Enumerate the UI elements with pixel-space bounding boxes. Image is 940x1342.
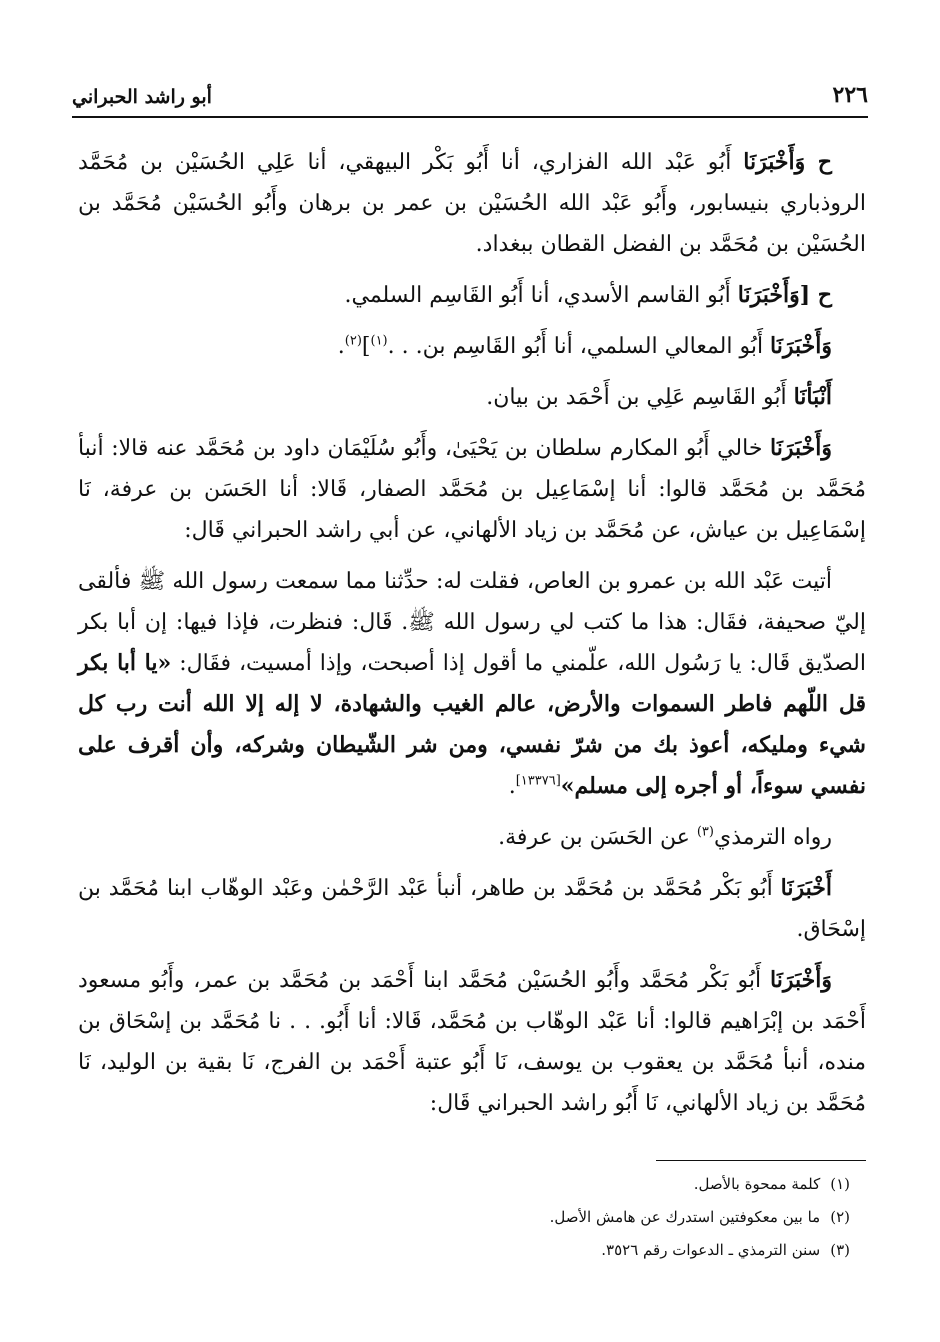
paragraph-text: أَبُو بَكْر مُحَمَّد وأَبُو الحُسَيْن مُحَمَّد ابنا أَحْمَد بن مُحَمَّد بن عمر، وأَبُو مسعود أَحْمَد بن إبْرَاهيم قالوا: أنا عَبْد الوهّاب بن مُحَمَّد، قَالا: أنا أَبُو. . . نا مُحَمَّد بن إسْحَاق بن منده، أنبأ مُحَمَّد بن يعقوب بن يوسف، نَا أَبُو عتبة أَحْمَد بن الفرج، نَا بقية بن الوليد، نَا مُحَمَّد بن زياد الألهاني، نَا أَبُو راشد الحبراني قَال: <box>78 968 866 1116</box>
footnote-number: (٢) <box>830 1208 850 1226</box>
period: . <box>337 334 345 359</box>
lead-word: وَأَخْبَرَنَا <box>770 333 832 359</box>
footnote-3 <box>78 1234 866 1267</box>
paragraph-isnad-7 <box>78 960 866 1124</box>
footnote-marker-1: (١) <box>370 333 388 349</box>
paragraph-text: أَبُو القاسم الأسدي، أنا أَبُو القَاسِم السلمي. <box>344 283 738 308</box>
period: . <box>508 774 516 799</box>
footnote-text: ما بين معكوفتين استدرك عن هامش الأصل. <box>549 1208 821 1226</box>
lead-word: وَأَخْبَرَنَا <box>770 967 832 993</box>
paragraph-text: أَبُو بَكْر مُحَمَّد بن مُحَمَّد بن طاهر، أنبأ عَبْد الرَّحْمٰن وعَبْد الوهّاب ابنا مُحَمَّد بن إسْحَاق. <box>78 876 866 942</box>
paragraph-isnad-2 <box>78 275 866 316</box>
lead-word: أَخْبَرَنَا <box>780 875 832 901</box>
paragraph-isnad-1 <box>78 142 866 265</box>
page-number: ٢٢٦ <box>832 82 868 108</box>
paragraph-isnad-3 <box>78 326 866 367</box>
footnote-text: سنن الترمذي ـ الدعوات رقم ٣٥٢٦. <box>601 1241 821 1259</box>
footnote-1 <box>78 1168 866 1201</box>
running-title: أبو راشد الحبراني <box>72 86 212 108</box>
hadith-number: [١٣٣٧٦] <box>515 773 561 789</box>
main-text <box>78 142 866 1124</box>
footnotes <box>78 1168 866 1267</box>
lead-word: ح [وَأَخْبَرَنَا <box>737 282 832 308</box>
paragraph-isnad-4 <box>78 377 866 418</box>
paragraph-text: أَبُو المعالي السلمي، أنا أَبُو القَاسِم بن. . . <box>387 334 771 359</box>
lead-word: أَنْبَأنَا <box>793 384 832 410</box>
paragraph-hadith <box>78 561 866 807</box>
paragraph-text: أَبُو عَبْد الله الفزاري، أنا أَبُو بَكْر البيهقي، أنا عَلِي الحُسَيْن بن مُحَمَّد الروذباري بنيسابور، وأَبُو عَبْد الله الحُسَيْن بن عمر بن برهان وأَبُو الحُسَيْن مُحَمَّد بن الحُسَيْن بن مُحَمَّد بن الفضل القطان ببغداد. <box>78 150 866 257</box>
footnote-marker-2: (٢) <box>344 333 362 349</box>
lead-word: وَأَخْبَرَنَا <box>770 435 832 461</box>
paragraph-tirmidhi <box>78 817 866 858</box>
bracket-close: ] <box>361 334 371 359</box>
footnote-number: (١) <box>830 1175 850 1193</box>
footnote-marker-3: (٣) <box>696 824 714 840</box>
paragraph-text: خالي أَبُو المكارم سلطان بن يَحْيَىٰ، وأَبُو سُلَيْمَان داود بن مُحَمَّد عنه قالا: أنبأ مُحَمَّد بن مُحَمَّد قالوا: أنا إسْمَاعِيل بن مُحَمَّد الصفار، قَالا: أنا الحَسَن بن عرفة، نَا إسْمَاعِيل بن عياش، عن مُحَمَّد بن زياد الألهاني، عن أبي راشد الحبراني قَال: <box>78 436 866 543</box>
paragraph-text: رواه الترمذي <box>713 825 832 850</box>
lead-word: ح وَأَخْبَرَنَا <box>743 149 832 175</box>
page-header <box>72 66 868 116</box>
footnote-number: (٣) <box>830 1241 850 1259</box>
header-rule <box>72 116 868 118</box>
footnote-text: كلمة ممحوة بالأصل. <box>693 1175 821 1193</box>
paragraph-isnad-6 <box>78 868 866 950</box>
hadith-supplication: «يا أبا بكر قل اللّهم فاطر السموات والأرض، عالم الغيب والشهادة، لا إله إلا الله أنت رب كل شيء ومليكه، أعوذ بك من شرّ نفسي، ومن شر الشّيطان وشركه، وأن أقرف على نفسي سوءاً، أو أجره إلى مسلم» <box>78 650 866 799</box>
paragraph-isnad-5 <box>78 428 866 551</box>
footnote-rule <box>656 1160 866 1161</box>
footnote-2 <box>78 1201 866 1234</box>
paragraph-text: أَبُو القَاسِم عَلِي بن أَحْمَد بن بيان. <box>486 385 794 410</box>
paragraph-text: أتيت عَبْد الله بن عمرو بن العاص، فقلت له: حدِّثنا مما سمعت رسول الله ﷺ فألقى إليّ صحيفة، فقَال: هذا ما كتب لي رسول الله ﷺ. قَال: فنظرت، فإذا فيها: إن أبا بكر الصدّيق قَال: يا رَسُول الله، علّمني ما أقول إذا أصبحت، وإذا أمسيت، فقَال: <box>78 569 866 676</box>
paragraph-text-end: عن الحَسَن بن عرفة. <box>498 825 697 850</box>
